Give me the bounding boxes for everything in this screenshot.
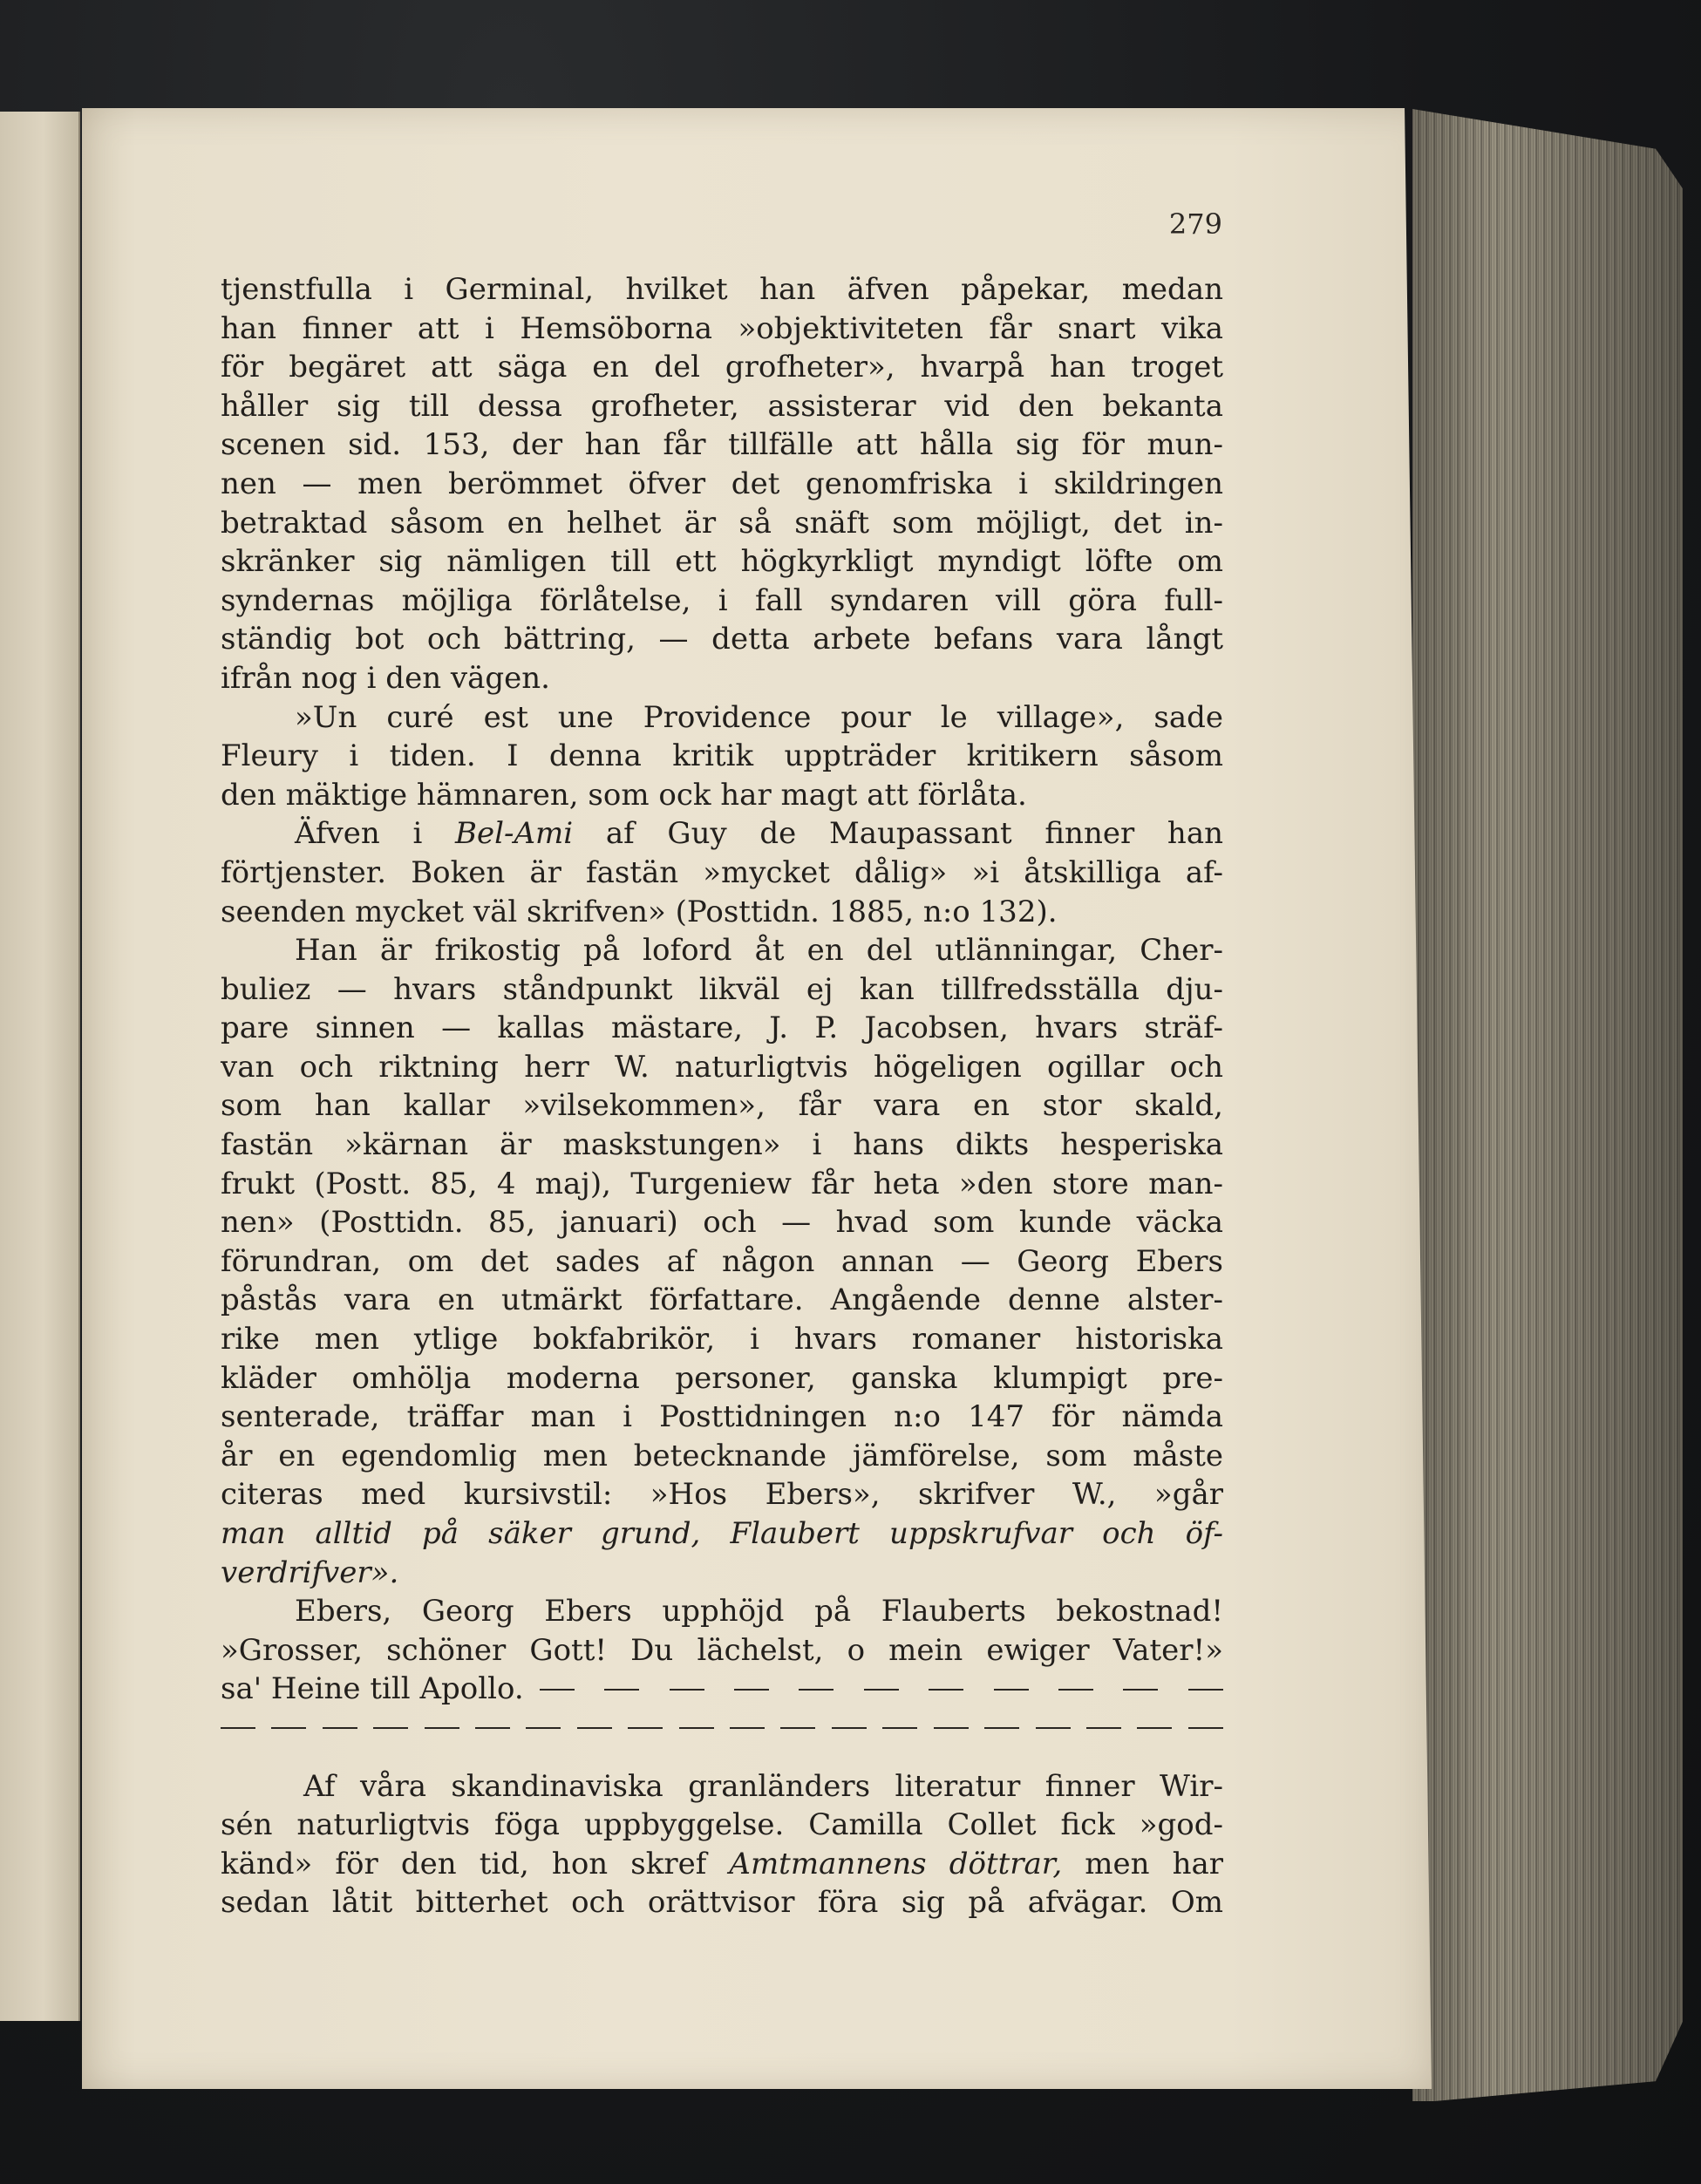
italic-title: Bel-Ami	[455, 816, 574, 852]
text-line: »Un curé est une Providence pour le village», sade	[295, 699, 1223, 735]
text-line: fastän »kärnan är maskstungen» i hans dikts hesperiska	[221, 1127, 1223, 1163]
text-line: senterade, träffar man i Posttidningen n:o 147 för nämda	[221, 1399, 1223, 1435]
dash	[604, 1689, 639, 1691]
dash	[425, 1727, 459, 1729]
page-edges-shadow	[1412, 109, 1683, 2101]
text-line: Ebers, Georg Ebers upphöjd på Flauberts bekostnad!	[295, 1594, 1223, 1629]
text-line: han finner att i Hemsöborna »objektiviteten får snart vika	[221, 310, 1223, 346]
text-run: Äfven i	[295, 816, 456, 852]
text-run: men har	[1062, 1846, 1224, 1881]
text-line: scenen sid. 153, der han får tillfälle att hålla sig för mun-	[221, 427, 1223, 463]
text-line: för begäret att säga en del grofheter», hvarpå han troget	[221, 350, 1223, 385]
section-break-dashes	[221, 1709, 1223, 1748]
left-page-edge	[0, 112, 80, 2021]
text-line: Han är frikostig på loford åt en del utlänningar, Cher-	[295, 933, 1223, 969]
text-line: pare sinnen — kallas mästare, J. P. Jacobsen, hvars sträf-	[221, 1010, 1223, 1046]
dash	[670, 1689, 704, 1691]
text-line: påstås vara en utmärkt författare. Angående denne alster-	[221, 1283, 1223, 1318]
dash	[984, 1727, 1019, 1729]
dash	[832, 1727, 867, 1729]
dash	[1036, 1727, 1071, 1729]
dash	[540, 1689, 575, 1691]
body-text	[221, 270, 1223, 1922]
text-line	[221, 814, 1223, 854]
dash	[323, 1727, 357, 1729]
text-line: förtjenster. Boken är fastän »mycket dålig» »i åtskilliga af-	[221, 854, 1223, 890]
text-line	[221, 1554, 1223, 1593]
text-line: år en egendomlig men betecknande jämförelse, som måste	[221, 1438, 1223, 1473]
text-line: »Grosser, schöner Gott! Du lächelst, o mein ewiger Vater!»	[221, 1632, 1223, 1668]
dash	[1137, 1727, 1172, 1729]
dash	[526, 1727, 561, 1729]
text-line: sedan låtit bitterhet och orättvisor föra sig på afvägar. Om	[221, 1885, 1223, 1921]
text-line: syndernas möjliga förlåtelse, i fall syndaren vill göra full-	[221, 582, 1223, 618]
text-line: ifrån nog i den vägen.	[221, 660, 550, 696]
dash	[730, 1727, 765, 1729]
dash	[929, 1689, 963, 1691]
text-line: skränker sig nämligen till ett högkyrkligt myndigt löfte om	[221, 544, 1223, 580]
text-line: seenden mycket väl skrifven» (Posttidn. 1885, n:o 132).	[221, 894, 1058, 929]
text-line-with-dashes	[221, 1670, 1223, 1709]
text-line: frukt (Postt. 85, 4 maj), Turgeniew får heta »den store man-	[221, 1166, 1223, 1201]
italic-title: Amtmannens döttrar,	[729, 1846, 1063, 1881]
text-line: sén naturligtvis föga uppbyggelse. Camilla Collet fick »god-	[221, 1807, 1223, 1843]
dash	[734, 1689, 769, 1691]
text-line: kläder omhölja moderna personer, ganska klumpigt pre-	[221, 1360, 1223, 1396]
dash	[994, 1689, 1029, 1691]
text-line: tjenstfulla i Germinal, hvilket han äfven påpekar, medan	[221, 272, 1223, 307]
dash	[221, 1727, 255, 1729]
text-line	[221, 1514, 1223, 1554]
dash	[934, 1727, 969, 1729]
dash	[271, 1727, 306, 1729]
dash	[577, 1727, 612, 1729]
text-run: af Guy de Maupassant finner han	[573, 816, 1223, 852]
dash	[1058, 1689, 1093, 1691]
dash	[1123, 1689, 1158, 1691]
text-line: den mäktige hämnaren, som ock har magt att förlåta.	[221, 777, 1027, 813]
text-line: rike men ytlige bokfabrikör, i hvars romaner historiska	[221, 1322, 1223, 1357]
text-line: Af våra skandinaviska granländers literatur finner Wir-	[303, 1768, 1223, 1804]
text-line: buliez — hvars ståndpunkt likväl ej kan tillfredsställa dju-	[221, 971, 1223, 1007]
text-line: förundran, om det sades af någon annan — Georg Ebers	[221, 1243, 1223, 1279]
text-run: sa' Heine till Apollo.	[221, 1671, 524, 1707]
dash-leader	[540, 1689, 1223, 1691]
text-run: känd» för den tid, hon skref	[221, 1846, 730, 1881]
text-line: citeras med kursivstil: »Hos Ebers», skrifver W., »går	[221, 1477, 1223, 1513]
dash	[1188, 1689, 1223, 1691]
dash	[628, 1727, 663, 1729]
dash	[1086, 1727, 1121, 1729]
text-line: van och riktning herr W. naturligtvis högeligen ogillar och	[221, 1049, 1223, 1085]
text-line: håller sig till dessa grofheter, assisterar vid den bekanta	[221, 388, 1223, 424]
text-line: som han kallar »vilsekommen», får vara en stor skald,	[221, 1088, 1223, 1124]
text-line: nen — men berömmet öfver det genomfriska i skildringen	[221, 466, 1223, 501]
text-line: Fleury i tiden. I denna kritik uppträder kritikern såsom	[221, 738, 1223, 774]
text-line	[221, 1845, 1223, 1884]
italic-quote: man alltid på säker grund, Flaubert uppskrufvar och öf-	[221, 1516, 1223, 1551]
page-number: 279	[1168, 208, 1222, 241]
dash	[373, 1727, 408, 1729]
dash	[864, 1689, 899, 1691]
dash	[679, 1727, 714, 1729]
dash	[799, 1689, 833, 1691]
italic-quote: verdrifver».	[221, 1555, 399, 1590]
text-line: betraktad såsom en helhet är så snäft som möjligt, det in-	[221, 505, 1223, 541]
dash	[475, 1727, 510, 1729]
text-line: ständig bot och bättring, — detta arbete befans vara långt	[221, 622, 1223, 657]
dash	[882, 1727, 917, 1729]
text-line: nen» (Posttidn. 85, januari) och — hvad som kunde väcka	[221, 1205, 1223, 1241]
dash	[1188, 1727, 1223, 1729]
dash	[780, 1727, 815, 1729]
